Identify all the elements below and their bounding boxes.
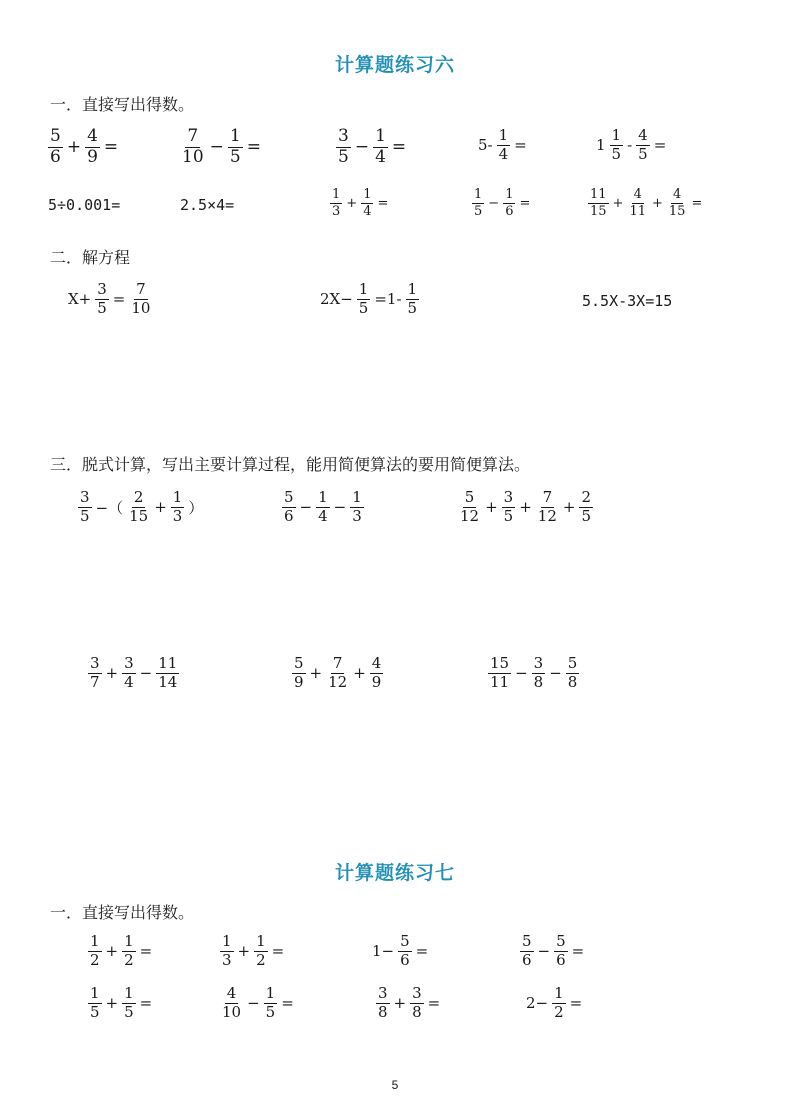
numerator: 1 bbox=[611, 126, 622, 144]
fraction bbox=[220, 986, 243, 1021]
fraction bbox=[282, 490, 296, 525]
denominator: 5 bbox=[581, 506, 592, 525]
numerator: 2 bbox=[581, 488, 592, 506]
denominator: 8 bbox=[567, 672, 578, 691]
operator: + bbox=[105, 994, 119, 1013]
numerator: 1 bbox=[375, 126, 386, 146]
operator: − bbox=[537, 942, 551, 961]
numerator: 3 bbox=[338, 126, 349, 146]
numerator: 3 bbox=[533, 654, 544, 672]
page-number: 5 bbox=[391, 1078, 399, 1092]
denominator: 6 bbox=[400, 950, 410, 969]
fraction bbox=[627, 188, 648, 218]
numerator: 7 bbox=[332, 654, 343, 672]
denominator: 15 bbox=[590, 203, 607, 219]
numerator: 5 bbox=[464, 488, 475, 506]
s7-q8-expression bbox=[524, 986, 584, 1021]
fraction bbox=[579, 490, 593, 525]
operator: + bbox=[309, 664, 323, 683]
s6-eq2-expression bbox=[318, 282, 421, 317]
numerator: 11 bbox=[590, 187, 607, 202]
denominator: 15 bbox=[129, 506, 149, 525]
numerator: 1 bbox=[318, 488, 328, 506]
denominator: 9 bbox=[371, 672, 382, 691]
operator: - bbox=[627, 136, 633, 155]
operator: 2X− bbox=[320, 290, 353, 309]
s6-q9-expression bbox=[470, 188, 532, 218]
s6-c6-expression bbox=[486, 656, 581, 691]
fraction bbox=[497, 128, 511, 163]
operator: = bbox=[139, 942, 153, 961]
numerator: 3 bbox=[378, 984, 388, 1002]
fraction bbox=[330, 188, 342, 218]
denominator: 14 bbox=[158, 672, 178, 691]
fraction bbox=[326, 656, 349, 691]
fraction bbox=[588, 188, 609, 218]
denominator: 10 bbox=[222, 1002, 242, 1021]
s6-q4-expression bbox=[476, 128, 529, 163]
numerator: 4 bbox=[633, 187, 642, 202]
denominator: 5 bbox=[638, 144, 648, 163]
fraction bbox=[78, 490, 92, 525]
operator: = bbox=[377, 195, 389, 211]
denominator: 3 bbox=[222, 950, 232, 969]
denominator: 2 bbox=[554, 1002, 564, 1021]
operator: = bbox=[271, 942, 285, 961]
numerator: 1 bbox=[407, 280, 418, 298]
numerator: 5 bbox=[522, 932, 532, 950]
fraction bbox=[156, 656, 179, 691]
fraction bbox=[472, 188, 484, 218]
denominator: 15 bbox=[668, 203, 686, 219]
sheet7-section1-heading: 一．直接写出得数。 bbox=[50, 903, 195, 922]
numerator: 3 bbox=[90, 654, 100, 672]
denominator: 12 bbox=[460, 506, 480, 525]
fraction bbox=[566, 656, 580, 691]
fraction bbox=[129, 282, 152, 317]
operator: + bbox=[652, 195, 663, 211]
operator: − bbox=[515, 664, 528, 683]
denominator: 2 bbox=[124, 950, 134, 969]
fraction bbox=[254, 934, 268, 969]
sheet6-section3-heading: 三．脱式计算，写出主要计算过程，能用简便算法的要用简便算法。 bbox=[50, 455, 531, 474]
s6-q5-expression bbox=[594, 128, 668, 163]
operator: − bbox=[354, 137, 370, 158]
fraction bbox=[350, 490, 364, 525]
fraction bbox=[220, 934, 234, 969]
fraction bbox=[48, 128, 63, 167]
numerator: 1 bbox=[256, 932, 266, 950]
fraction bbox=[502, 490, 516, 525]
s7-q1-expression bbox=[86, 934, 154, 969]
denominator: 6 bbox=[50, 146, 61, 167]
numerator: 1 bbox=[358, 280, 369, 298]
numerator: 15 bbox=[490, 654, 510, 672]
operator: = bbox=[246, 137, 261, 158]
operator: 5÷0.001= bbox=[48, 196, 121, 214]
s6-q10-expression bbox=[586, 188, 704, 218]
denominator: 11 bbox=[629, 203, 646, 219]
fraction bbox=[520, 934, 534, 969]
operator: = bbox=[569, 994, 583, 1013]
s6-eq3-expression bbox=[580, 292, 674, 310]
numerator: 1 bbox=[90, 984, 100, 1002]
s6-eq1-expression bbox=[66, 282, 154, 317]
sheet6-section1-heading: 一．直接写出得数。 bbox=[50, 95, 195, 114]
numerator: 1 bbox=[363, 187, 372, 202]
denominator: 8 bbox=[412, 1002, 422, 1021]
numerator: 1 bbox=[498, 126, 509, 144]
denominator: 5 bbox=[80, 506, 90, 525]
operator: + bbox=[154, 498, 167, 517]
denominator: 4 bbox=[498, 144, 509, 163]
numerator: 5 bbox=[284, 488, 294, 506]
numerator: 5 bbox=[556, 932, 566, 950]
numerator: 4 bbox=[673, 187, 682, 202]
numerator: 5 bbox=[567, 654, 578, 672]
numerator: 1 bbox=[265, 984, 276, 1002]
s6-c2-expression bbox=[280, 490, 366, 525]
denominator: 3 bbox=[172, 506, 183, 525]
fraction bbox=[336, 128, 351, 167]
fraction bbox=[398, 934, 412, 969]
operator: − bbox=[549, 664, 562, 683]
operator: X+ bbox=[68, 290, 92, 309]
denominator: 5 bbox=[90, 1002, 100, 1021]
fraction bbox=[88, 934, 102, 969]
operator: + bbox=[66, 137, 82, 158]
denominator: 6 bbox=[522, 950, 532, 969]
numerator: 1 bbox=[229, 126, 241, 146]
operator: + bbox=[393, 994, 407, 1013]
denominator: 5 bbox=[407, 298, 418, 317]
sheet6-section2-heading: 二．解方程 bbox=[50, 248, 131, 267]
denominator: 3 bbox=[352, 506, 362, 525]
s6-q6-expression bbox=[46, 196, 122, 214]
fraction bbox=[488, 656, 511, 691]
operator: 1 bbox=[596, 136, 606, 155]
numerator: 1 bbox=[124, 984, 134, 1002]
s6-c3-expression bbox=[456, 490, 595, 525]
numerator: 4 bbox=[226, 984, 237, 1002]
operator: = bbox=[391, 137, 407, 158]
operator: − bbox=[209, 137, 224, 158]
operator: 5.5X-3X=15 bbox=[582, 292, 673, 310]
fraction bbox=[127, 490, 150, 525]
fraction bbox=[180, 128, 206, 167]
s6-q8-expression bbox=[328, 188, 390, 218]
numerator: 4 bbox=[371, 654, 382, 672]
fraction bbox=[373, 128, 388, 167]
denominator: 5 bbox=[503, 506, 514, 525]
numerator: 1 bbox=[332, 187, 341, 202]
sheet6-title: 计算题练习六 bbox=[334, 54, 455, 76]
fraction bbox=[228, 128, 243, 167]
operator: 2− bbox=[526, 994, 549, 1013]
fraction bbox=[171, 490, 185, 525]
denominator: 11 bbox=[490, 672, 510, 691]
operator: = bbox=[427, 994, 441, 1013]
fraction bbox=[532, 656, 546, 691]
operator: = bbox=[514, 136, 527, 155]
denominator: 8 bbox=[533, 672, 544, 691]
operator: = bbox=[112, 290, 126, 309]
sheet7-title: 计算题练习七 bbox=[334, 862, 455, 884]
operator: − bbox=[488, 195, 500, 211]
s7-q7-expression bbox=[374, 986, 442, 1021]
numerator: 1 bbox=[505, 187, 514, 202]
operator: 5- bbox=[478, 136, 493, 155]
fraction bbox=[85, 128, 100, 167]
s6-c5-expression bbox=[290, 656, 385, 691]
s7-q3-expression bbox=[370, 934, 430, 969]
fraction bbox=[361, 188, 373, 218]
numerator: 1 bbox=[222, 932, 232, 950]
denominator: 6 bbox=[505, 203, 514, 219]
fraction bbox=[122, 986, 136, 1021]
operator: ） bbox=[188, 498, 204, 517]
operator: = bbox=[281, 994, 294, 1013]
numerator: 7 bbox=[542, 488, 553, 506]
operator: + bbox=[105, 942, 119, 961]
operator: = bbox=[519, 195, 531, 211]
fraction bbox=[264, 986, 278, 1021]
denominator: 4 bbox=[124, 672, 134, 691]
numerator: 1 bbox=[172, 488, 183, 506]
fraction bbox=[316, 490, 330, 525]
fraction bbox=[536, 490, 559, 525]
operator: −（ bbox=[95, 498, 124, 517]
fraction bbox=[458, 490, 481, 525]
operator: = bbox=[691, 195, 703, 211]
operator: = bbox=[103, 137, 119, 158]
fraction bbox=[370, 656, 384, 691]
denominator: 5 bbox=[338, 146, 349, 167]
denominator: 12 bbox=[537, 506, 557, 525]
operator: =1- bbox=[374, 290, 402, 309]
denominator: 4 bbox=[375, 146, 386, 167]
numerator: 3 bbox=[97, 280, 107, 298]
fraction bbox=[88, 986, 102, 1021]
numerator: 5 bbox=[400, 932, 410, 950]
numerator: 3 bbox=[503, 488, 514, 506]
operator: + bbox=[353, 664, 366, 683]
operator: + bbox=[562, 498, 576, 517]
operator: − bbox=[333, 498, 347, 517]
operator: = bbox=[653, 136, 667, 155]
fraction bbox=[554, 934, 568, 969]
numerator: 4 bbox=[87, 126, 98, 146]
numerator: 7 bbox=[187, 126, 199, 146]
operator: + bbox=[519, 498, 532, 517]
fraction bbox=[636, 128, 650, 163]
denominator: 5 bbox=[265, 1002, 276, 1021]
s6-c4-expression bbox=[86, 656, 181, 691]
s6-q7-expression bbox=[178, 196, 236, 214]
denominator: 5 bbox=[358, 298, 369, 317]
operator: = bbox=[415, 942, 429, 961]
denominator: 4 bbox=[318, 506, 328, 525]
numerator: 2 bbox=[133, 488, 144, 506]
operator: 1− bbox=[372, 942, 395, 961]
fraction bbox=[95, 282, 109, 317]
fraction bbox=[503, 188, 515, 218]
s7-q5-expression bbox=[86, 986, 154, 1021]
operator: − bbox=[247, 994, 260, 1013]
numerator: 7 bbox=[136, 280, 146, 298]
denominator: 12 bbox=[328, 672, 348, 691]
denominator: 5 bbox=[474, 203, 483, 219]
numerator: 1 bbox=[124, 932, 134, 950]
denominator: 6 bbox=[284, 506, 294, 525]
denominator: 9 bbox=[87, 146, 98, 167]
s6-c1-expression bbox=[76, 490, 205, 525]
fraction bbox=[552, 986, 566, 1021]
numerator: 1 bbox=[90, 932, 100, 950]
denominator: 5 bbox=[97, 298, 107, 317]
denominator: 2 bbox=[90, 950, 100, 969]
operator: + bbox=[485, 498, 498, 517]
numerator: 3 bbox=[124, 654, 134, 672]
operator: − bbox=[299, 498, 313, 517]
fraction bbox=[667, 188, 688, 218]
numerator: 4 bbox=[638, 126, 648, 144]
operator: + bbox=[237, 942, 251, 961]
s6-q2-expression bbox=[178, 128, 263, 167]
fraction bbox=[122, 934, 136, 969]
denominator: 10 bbox=[182, 146, 204, 167]
operator: + bbox=[612, 195, 624, 211]
fraction bbox=[122, 656, 136, 691]
s7-q6-expression bbox=[218, 986, 296, 1021]
fraction bbox=[406, 282, 420, 317]
numerator: 1 bbox=[474, 187, 483, 202]
denominator: 5 bbox=[229, 146, 241, 167]
denominator: 8 bbox=[378, 1002, 388, 1021]
numerator: 3 bbox=[412, 984, 422, 1002]
operator: = bbox=[571, 942, 585, 961]
numerator: 11 bbox=[158, 654, 178, 672]
numerator: 5 bbox=[294, 654, 304, 672]
denominator: 9 bbox=[294, 672, 304, 691]
operator: − bbox=[139, 664, 153, 683]
denominator: 2 bbox=[256, 950, 266, 969]
fraction bbox=[410, 986, 424, 1021]
denominator: 6 bbox=[556, 950, 566, 969]
operator: + bbox=[105, 664, 119, 683]
fraction bbox=[292, 656, 306, 691]
s7-q2-expression bbox=[218, 934, 286, 969]
fraction bbox=[357, 282, 371, 317]
operator: + bbox=[346, 195, 358, 211]
operator: 2.5×4= bbox=[180, 196, 235, 214]
fraction bbox=[376, 986, 390, 1021]
numerator: 1 bbox=[352, 488, 362, 506]
denominator: 7 bbox=[90, 672, 100, 691]
s6-q1-expression bbox=[46, 128, 120, 167]
numerator: 1 bbox=[554, 984, 564, 1002]
s6-q3-expression bbox=[334, 128, 408, 167]
numerator: 3 bbox=[80, 488, 90, 506]
denominator: 4 bbox=[363, 203, 372, 219]
denominator: 5 bbox=[611, 144, 622, 163]
denominator: 5 bbox=[124, 1002, 134, 1021]
denominator: 10 bbox=[131, 298, 151, 317]
operator: = bbox=[139, 994, 153, 1013]
denominator: 3 bbox=[332, 203, 341, 219]
numerator: 5 bbox=[50, 126, 61, 146]
fraction bbox=[88, 656, 102, 691]
s7-q4-expression bbox=[518, 934, 586, 969]
fraction bbox=[610, 128, 624, 163]
